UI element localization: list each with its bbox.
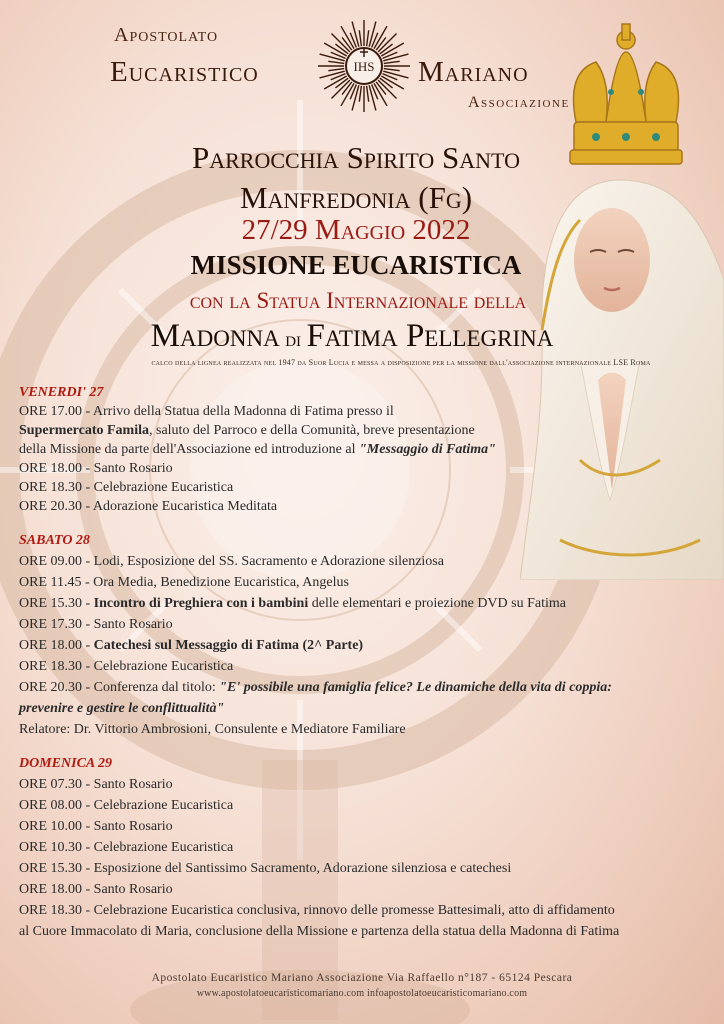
event-dates: 27/29 Maggio 2022 — [241, 214, 471, 246]
day-label: SABATO 28 — [19, 533, 90, 548]
schedule-line — [19, 796, 719, 815]
schedule-text: della Missione da parte dell'Associazione ed introduzione al — [19, 442, 359, 457]
schedule-line — [19, 817, 719, 836]
schedule-text: Supermercato Famila — [19, 423, 149, 438]
madonna-title-c: Fatima Pellegrina — [306, 318, 554, 354]
schedule-line — [19, 880, 719, 899]
schedule-line — [19, 838, 719, 857]
schedule-text: "Messaggio di Fatima" — [358, 442, 496, 457]
schedule-text: ORE 20.30 - Adorazione Eucaristica Meditata — [19, 499, 278, 514]
schedule-line — [19, 459, 719, 478]
schedule-line — [19, 573, 719, 592]
schedule-text: ORE 17.30 - Santo Rosario — [19, 617, 173, 632]
city-title: Manfredonia (Fg) — [239, 180, 473, 215]
schedule-line — [19, 478, 719, 497]
schedule-line — [19, 657, 719, 676]
schedule — [19, 384, 719, 941]
madonna-title-b: di — [279, 326, 307, 351]
day-label: VENERDI' 27 — [19, 385, 104, 400]
schedule-line — [19, 402, 719, 421]
schedule-text: ORE 18.30 - Celebrazione Eucaristica — [19, 480, 234, 495]
day-label: DOMENICA 29 — [19, 756, 112, 771]
schedule-line — [19, 421, 719, 440]
schedule-line — [19, 636, 719, 655]
schedule-text: ORE 17.00 - Arrivo della Statua della Madonna di Fatima presso il — [19, 404, 394, 419]
schedule-line — [19, 552, 719, 571]
footer-address: Apostolato Eucaristico Mariano Associazione Via Raffaello n°187 - 65124 Pescara — [151, 972, 573, 984]
schedule-line — [19, 615, 719, 634]
schedule-line — [19, 901, 719, 920]
schedule-text: ORE 15.30 - — [19, 596, 94, 611]
schedule-text: delle elementari e proiezione DVD su Fatima — [308, 596, 566, 611]
schedule-text: ORE 18.00 - Santo Rosario — [19, 461, 173, 476]
schedule-text: , saluto del Parroco e della Comunità, breve presentazione — [149, 423, 475, 438]
madonna-title — [0, 318, 714, 355]
schedule-line — [19, 440, 719, 459]
schedule-text: ORE 09.00 - Lodi, Esposizione del SS. Sacramento e Adorazione silenziosa — [19, 554, 444, 569]
parish-title: Parrocchia Spirito Santo — [192, 140, 520, 175]
schedule-line — [19, 699, 719, 718]
schedule-text: ORE 18.00 - Santo Rosario — [19, 882, 173, 897]
schedule-text: ORE 20.30 - Conferenza dal titolo: — [19, 680, 220, 695]
brand-eucaristico: Eucaristico — [110, 56, 259, 88]
schedule-line — [19, 678, 719, 697]
schedule-text: ORE 08.00 - Celebrazione Eucaristica — [19, 798, 234, 813]
schedule-text: ORE 10.30 - Celebrazione Eucaristica — [19, 840, 234, 855]
madonna-title-a: Madonna — [150, 318, 280, 354]
schedule-text: Catechesi sul Messaggio di Fatima (2^ Parte) — [93, 638, 364, 653]
schedule-text: prevenire e gestire le conflittualità" — [19, 701, 225, 716]
schedule-text: ORE 18.30 - Celebrazione Eucaristica — [19, 659, 234, 674]
mission-title: MISSIONE EUCARISTICA — [190, 250, 522, 280]
schedule-line — [19, 859, 719, 878]
footer-websites: www.apostolatoeucaristicomariano.com infoapostolatoeucaristicomariano.com — [196, 988, 528, 999]
schedule-line — [19, 922, 719, 941]
schedule-text: ORE 15.30 - Esposizione del Santissimo Sacramento, Adorazione silenziosa e catechesi — [19, 861, 512, 876]
schedule-line — [19, 594, 719, 613]
svg-text:IHS: IHS — [353, 59, 375, 74]
brand-apostolato: Apostolato — [114, 24, 219, 46]
statue-subtitle: con la Statua Internazionale della — [189, 288, 527, 313]
schedule-text: Relatore: Dr. Vittorio Ambrosioni, Consulente e Mediatore Familiare — [19, 722, 406, 737]
schedule-line — [19, 775, 719, 794]
schedule-text: ORE 07.30 - Santo Rosario — [19, 777, 173, 792]
statue-note: calco della lignea realizzata nel 1947 da Suor Lucia e messa a disposizione per la missione dall'associazione internazionale LSE Roma — [151, 358, 651, 367]
schedule-line — [19, 497, 719, 516]
schedule-text: ORE 18.30 - Celebrazione Eucaristica conclusiva, rinnovo delle promesse Battesimali, atto di affidamento — [19, 903, 615, 918]
schedule-text: ORE 10.00 - Santo Rosario — [19, 819, 173, 834]
schedule-text: ORE 18.00 - — [19, 638, 94, 653]
brand-associazione: Associazione — [468, 94, 570, 111]
schedule-text: ORE 11.45 - Ora Media, Benedizione Eucaristica, Angelus — [19, 575, 349, 590]
ihs-sunburst-icon — [316, 18, 412, 114]
schedule-line — [19, 720, 719, 739]
brand-mariano: Mariano — [418, 56, 529, 88]
schedule-text: al Cuore Immacolato di Maria, conclusione della Missione e partenza della statua della Madonna di Fatima — [19, 924, 620, 939]
schedule-text: "E' possibile una famiglia felice? Le dinamiche della vita di coppia: — [219, 680, 612, 695]
schedule-text: Incontro di Preghiera con i bambini — [93, 596, 309, 611]
